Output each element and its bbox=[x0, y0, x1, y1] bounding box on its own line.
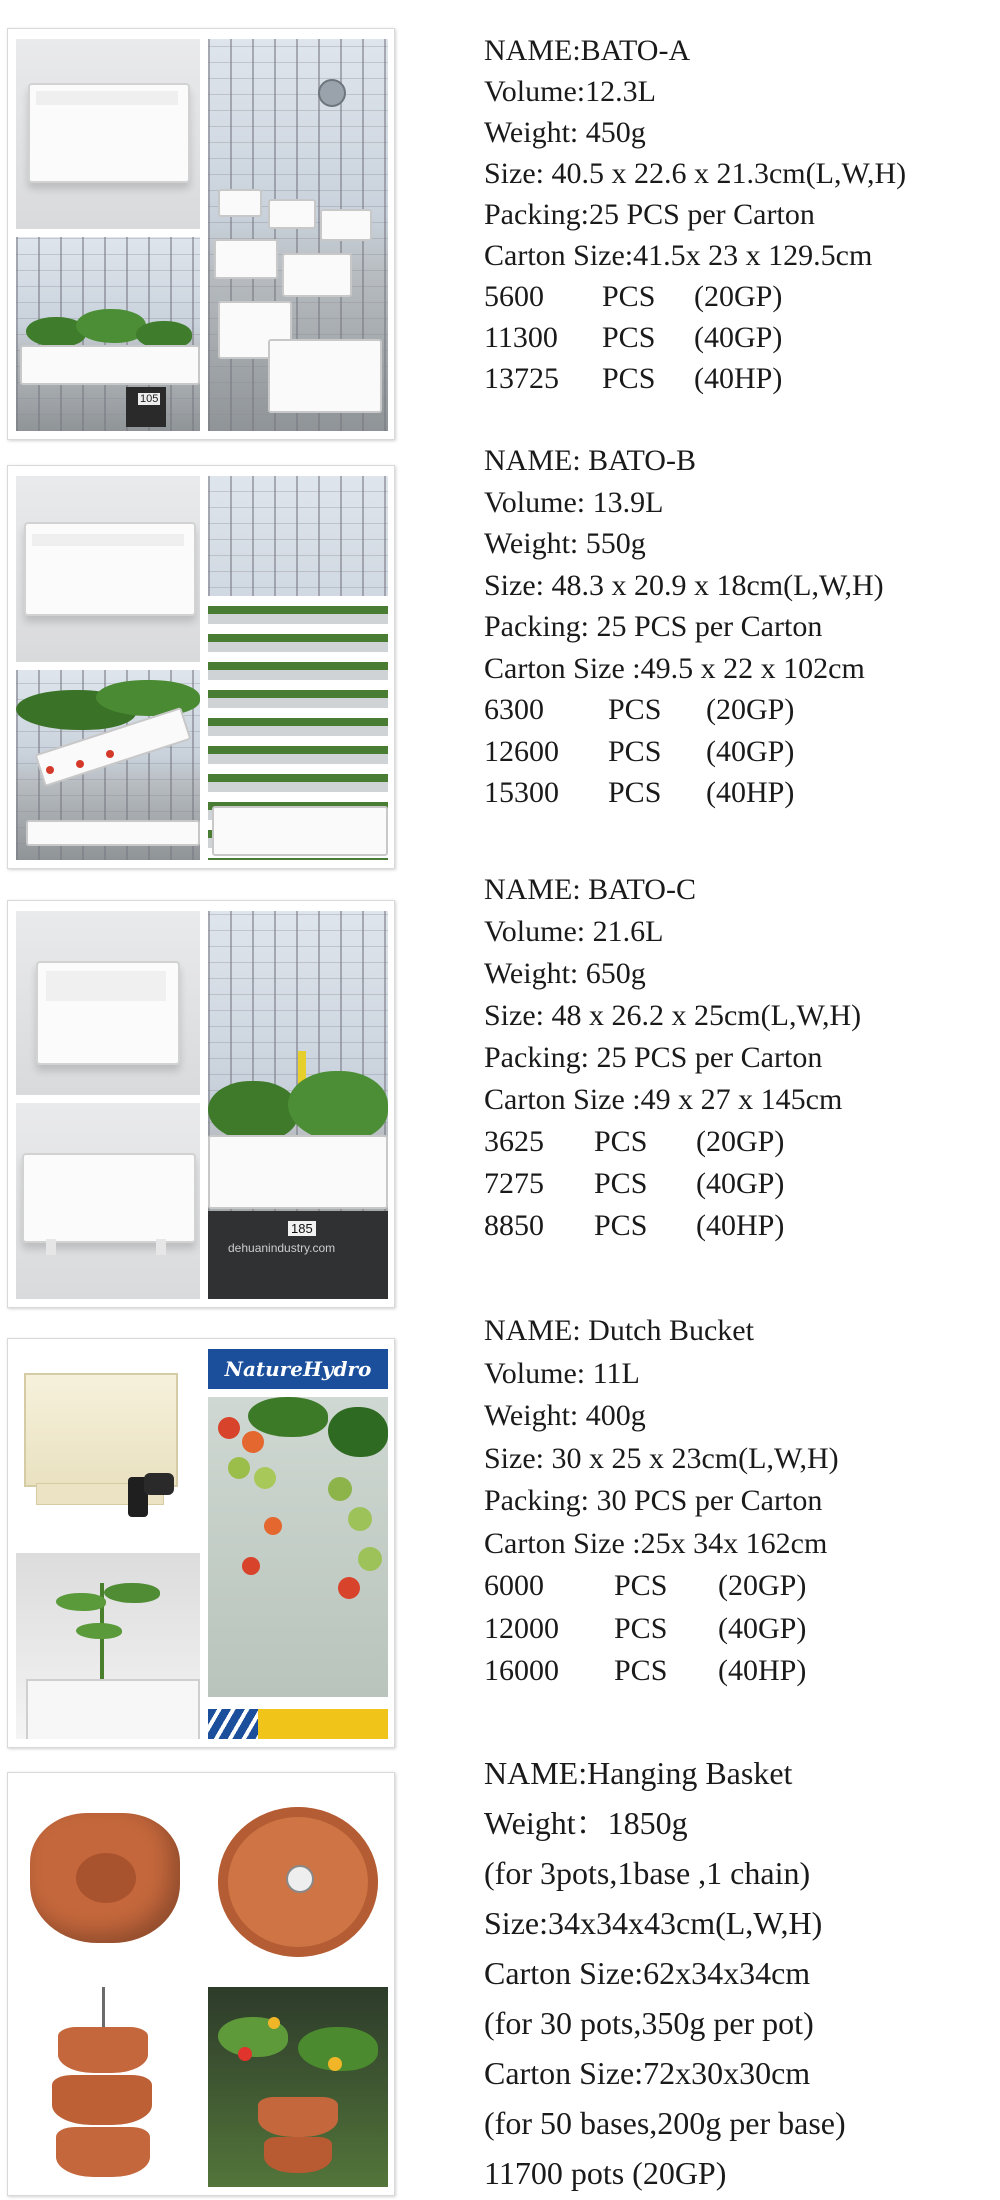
photo-collage-bato-a bbox=[7, 28, 395, 440]
quantity-row bbox=[484, 1163, 994, 1205]
qty-count: 5600 bbox=[484, 280, 544, 313]
qty-container: (40HP) bbox=[718, 1654, 807, 1687]
quantity-row bbox=[484, 1608, 994, 1651]
product-weight: Weight：1850g bbox=[484, 1805, 688, 1841]
hanging-basket-stack-photo bbox=[16, 1987, 200, 2187]
qty-count: 11300 bbox=[484, 321, 558, 354]
dutch-bucket-seedling-photo bbox=[16, 1553, 200, 1739]
qty-count: 12600 bbox=[484, 734, 559, 768]
bato-a-tag-label: 105 bbox=[140, 393, 159, 405]
product-section-bato-a bbox=[0, 0, 1000, 440]
qty-count: 6000 bbox=[484, 1569, 544, 1602]
qty-container: (40HP) bbox=[706, 776, 795, 809]
product-name: NAME:BATO-A bbox=[484, 34, 691, 67]
qty-container: (40GP) bbox=[706, 734, 795, 768]
bato-c-product-photo-1 bbox=[16, 911, 200, 1095]
product-size: Size: 48 x 26.2 x 25cm(L,W,H) bbox=[484, 999, 862, 1032]
quantity-row bbox=[484, 731, 994, 773]
qty-container: (40HP) bbox=[696, 1209, 785, 1242]
qty-unit: PCS bbox=[602, 362, 656, 395]
qty-unit: PCS bbox=[594, 1125, 648, 1158]
qty-unit: PCS bbox=[608, 776, 662, 809]
qty-unit: PCS bbox=[614, 1654, 668, 1687]
product-packing: Packing: 25 PCS per Carton bbox=[484, 1041, 823, 1074]
product-size: Size: 30 x 25 x 23cm(L,W,H) bbox=[484, 1441, 839, 1475]
specs-bato-c bbox=[484, 869, 994, 1247]
qty-unit: PCS bbox=[614, 1569, 668, 1602]
product-carton-size: Carton Size:72x30x30cm bbox=[484, 2055, 811, 2091]
product-size: Size:34x34x43cm(L,W,H) bbox=[484, 1905, 823, 1941]
hanging-basket-base-photo bbox=[208, 1783, 388, 1979]
qty-unit: PCS bbox=[594, 1167, 648, 1200]
specs-bato-a bbox=[484, 30, 994, 399]
bato-b-product-photo bbox=[16, 476, 200, 662]
tomato-vine-photo bbox=[208, 1397, 388, 1697]
qty-container: (40GP) bbox=[718, 1611, 807, 1645]
product-packing: Packing: 30 PCS per Carton bbox=[484, 1484, 823, 1517]
qty-unit: PCS bbox=[608, 734, 662, 768]
qty-unit: PCS bbox=[608, 693, 662, 726]
bato-a-product-photo bbox=[16, 39, 200, 229]
qty-count: 15300 bbox=[484, 776, 559, 809]
bato-c-greenhouse-photo bbox=[208, 911, 388, 1299]
hanging-basket-flowers-photo bbox=[208, 1987, 388, 2187]
product-container-quantity: 11700 pots (20GP) bbox=[484, 2155, 727, 2191]
quantity-row bbox=[484, 358, 994, 399]
quantity-row bbox=[484, 317, 994, 358]
photo-collage-bato-b bbox=[7, 465, 395, 869]
hanging-basket-pot-photo bbox=[16, 1783, 200, 1979]
quantity-row bbox=[484, 772, 994, 814]
product-name: NAME:Hanging Basket bbox=[484, 1755, 793, 1791]
quantity-row bbox=[484, 1205, 994, 1247]
product-size: Size: 48.3 x 20.9 x 18cm(L,W,H) bbox=[484, 568, 884, 602]
quantity-row bbox=[484, 1565, 994, 1608]
specs-hanging-basket bbox=[484, 1748, 994, 2198]
specs-dutch-bucket bbox=[484, 1310, 994, 1693]
qty-container: (20GP) bbox=[718, 1569, 807, 1602]
brand-stripe bbox=[208, 1709, 388, 1739]
qty-container: (20GP) bbox=[696, 1125, 785, 1158]
qty-container: (20GP) bbox=[706, 693, 795, 726]
product-name: NAME: BATO-C bbox=[484, 873, 696, 906]
product-volume: Volume: 21.6L bbox=[484, 915, 664, 948]
product-composition: (for 3pots,1base ,1 chain) bbox=[484, 1855, 811, 1891]
product-volume: Volume: 13.9L bbox=[484, 485, 664, 519]
product-section-bato-c bbox=[0, 870, 1000, 1310]
product-carton-size: Carton Size:41.5x 23 x 129.5cm bbox=[484, 239, 873, 272]
qty-count: 6300 bbox=[484, 693, 544, 726]
product-section-dutch-bucket bbox=[0, 1310, 1000, 1750]
product-volume: Volume:12.3L bbox=[484, 75, 656, 108]
product-carton-note: (for 30 pots,350g per pot) bbox=[484, 2005, 814, 2041]
product-section-bato-b bbox=[0, 440, 1000, 870]
qty-count: 3625 bbox=[484, 1125, 544, 1158]
product-weight: Weight: 650g bbox=[484, 957, 646, 990]
watermark: dehuanindustry.com bbox=[228, 1241, 336, 1255]
product-packing: Packing:25 PCS per Carton bbox=[484, 198, 815, 231]
bato-c-tag-label: 185 bbox=[288, 1221, 316, 1236]
product-weight: Weight: 450g bbox=[484, 116, 646, 149]
product-weight: Weight: 550g bbox=[484, 527, 646, 560]
bato-b-strawberry-photo bbox=[16, 670, 200, 860]
photo-collage-bato-c bbox=[7, 900, 395, 1308]
quantity-row bbox=[484, 689, 994, 731]
dutch-bucket-product-photo bbox=[16, 1349, 200, 1545]
brand-banner bbox=[208, 1349, 388, 1389]
qty-count: 8850 bbox=[484, 1209, 544, 1242]
qty-count: 13725 bbox=[484, 362, 559, 395]
product-name: NAME: Dutch Bucket bbox=[484, 1314, 754, 1347]
bato-c-product-photo-2 bbox=[16, 1103, 200, 1299]
product-carton-size: Carton Size :25x 34x 162cm bbox=[484, 1526, 828, 1560]
product-weight: Weight: 400g bbox=[484, 1399, 646, 1432]
qty-unit: PCS bbox=[614, 1611, 668, 1645]
qty-container: (40GP) bbox=[696, 1167, 785, 1200]
qty-unit: PCS bbox=[602, 280, 656, 313]
bato-b-greenhouse-photo bbox=[208, 476, 388, 860]
qty-container: (20GP) bbox=[694, 280, 783, 313]
product-packing: Packing: 25 PCS per Carton bbox=[484, 610, 823, 643]
qty-count: 16000 bbox=[484, 1654, 559, 1687]
product-section-hanging-basket bbox=[0, 1750, 1000, 2200]
qty-unit: PCS bbox=[594, 1209, 648, 1242]
product-carton-size: Carton Size :49 x 27 x 145cm bbox=[484, 1083, 843, 1116]
product-carton-size: Carton Size:62x34x34cm bbox=[484, 1955, 811, 1991]
qty-count: 12000 bbox=[484, 1611, 559, 1645]
quantity-row bbox=[484, 1121, 994, 1163]
quantity-row bbox=[484, 1650, 994, 1693]
qty-count: 7275 bbox=[484, 1167, 544, 1200]
specs-bato-b bbox=[484, 440, 994, 814]
photo-collage-dutch-bucket bbox=[7, 1338, 395, 1748]
product-size: Size: 40.5 x 22.6 x 21.3cm(L,W,H) bbox=[484, 157, 907, 190]
qty-container: (40HP) bbox=[694, 362, 783, 395]
bato-a-greenhouse-photo-2 bbox=[208, 39, 388, 431]
brand-name: NatureHydro bbox=[224, 1357, 372, 1381]
dutch-bucket-brand-panel bbox=[208, 1349, 388, 1739]
photo-collage-hanging-basket bbox=[7, 1772, 395, 2196]
bato-a-greenhouse-photo-1 bbox=[16, 237, 200, 431]
product-carton-size: Carton Size :49.5 x 22 x 102cm bbox=[484, 651, 865, 685]
product-volume: Volume: 11L bbox=[484, 1356, 640, 1390]
product-name: NAME: BATO-B bbox=[484, 444, 696, 477]
quantity-row bbox=[484, 276, 994, 317]
qty-container: (40GP) bbox=[694, 321, 783, 354]
product-carton-note: (for 50 bases,200g per base) bbox=[484, 2105, 846, 2141]
qty-unit: PCS bbox=[602, 321, 656, 354]
